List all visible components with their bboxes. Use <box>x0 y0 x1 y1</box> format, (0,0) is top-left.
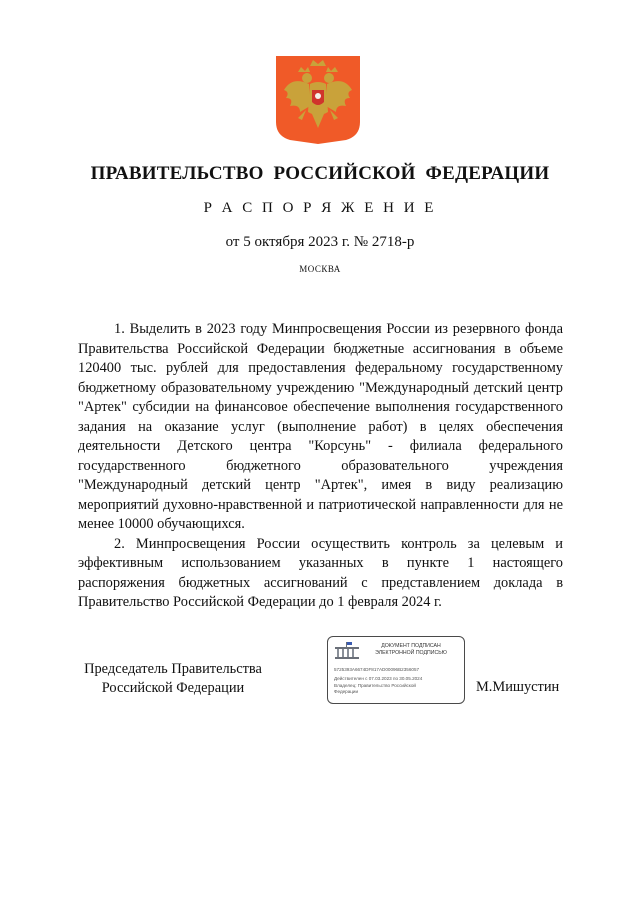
stamp-validity: Действителен с 07.03.2023 по 30.05.2024 <box>334 676 423 681</box>
stamp-owner-line-1: Владелец: Правительство Российской <box>334 683 416 688</box>
electronic-signature-stamp <box>327 636 465 704</box>
signer-name: М.Мишустин <box>476 679 560 695</box>
government-building-icon <box>334 642 360 660</box>
stamp-heading-line-2: ЭЛЕКТРОННОЙ ПОДПИСЬЮ <box>375 650 447 656</box>
signer-position-line-2: Российской Федерации <box>101 680 245 696</box>
government-title: ПРАВИТЕЛЬСТВО РОССИЙСКОЙ ФЕДЕРАЦИИ <box>90 163 550 184</box>
document-date-number: от 5 октября 2023 г. № 2718-р <box>225 234 415 250</box>
stamp-owner-line-2: Федерации <box>334 689 359 694</box>
stamp-heading-line-1: ДОКУМЕНТ ПОДПИСАН <box>381 643 441 649</box>
paragraph-1: 1. Выделить в 2023 году Минпросвещения России из резервного фонда Правительства Российской Федерации бюджетные ассигнования в объеме 120400 тыс. рублей для предоставления федеральному государственному бюджетному образовательному учреждению "Международный детский центр "Артек" субсидии на финансовое обеспечение выполнения государственного задания на оказание услуг (выполнение работ) в целях обеспечения деятельности Детского центра "Корсунь" - филиала федерального государственного бюджетного образовательного учреждения "Международный детский центр "Артек", имея в виду реализацию мероприятий духовно-нравственной и патриотической направленности для не менее 10000 обучающихся. <box>78 321 563 532</box>
document-type: Р А С П О Р Я Ж Е Н И Е <box>203 200 437 216</box>
stamp-certificate: 5725393A6674DF817AD00096B2356057 <box>334 667 420 672</box>
signer-position <box>78 660 268 698</box>
coat-of-arms-emblem <box>276 56 360 144</box>
document-city: МОСКВА <box>299 264 341 274</box>
order-body <box>78 320 563 613</box>
stamp-heading <box>362 643 460 657</box>
paragraph-2: 2. Минпросвещения России осуществить контроль за целевым и эффективным использованием указанных в пункте 1 настоящего распоряжения бюджетных ассигнований с представлением доклада в Правительство Российской Федерации до 1 февраля 2024 г. <box>78 535 563 610</box>
signer-position-line-1: Председатель Правительства <box>84 661 262 677</box>
